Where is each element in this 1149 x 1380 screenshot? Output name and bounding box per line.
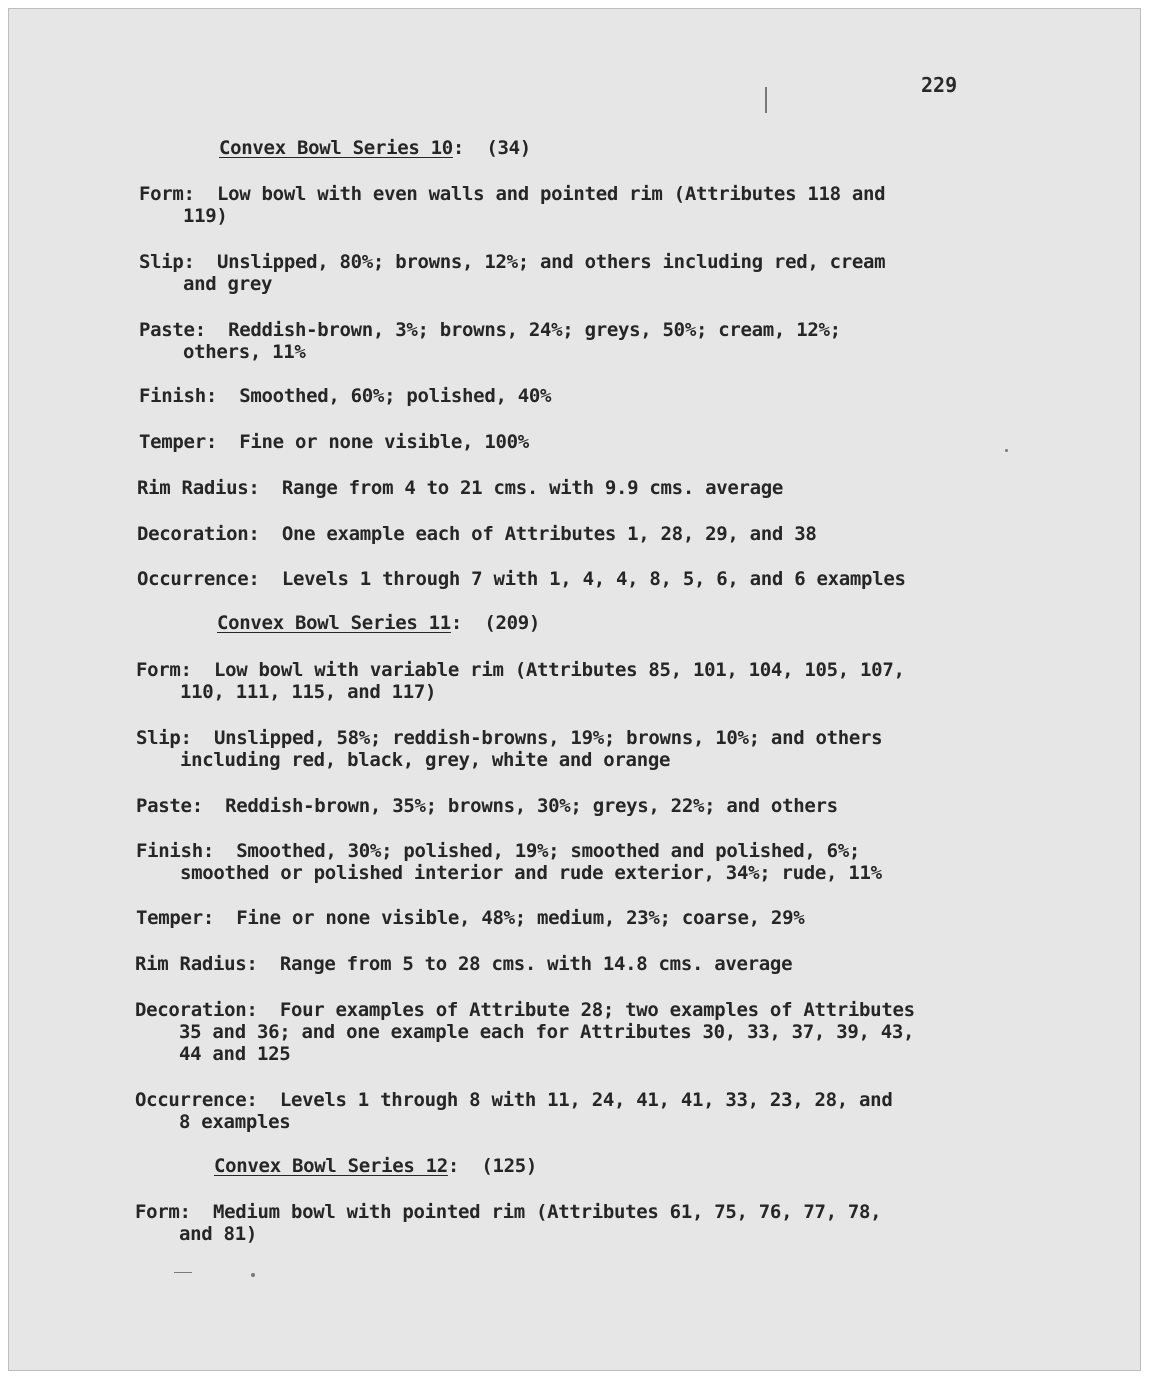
entry-text: Low bowl with variable rim (Attributes 85, 101, 104, 105, 107, (213, 659, 905, 681)
series-heading: Convex Bowl Series 11: (209) (217, 612, 541, 634)
entry-text: One example each of Attributes 1, 28, 29, and 38 (281, 523, 817, 545)
entry-temper (139, 431, 529, 453)
entry-paste (139, 319, 841, 363)
entry-text: Unslipped, 80%; browns, 12%; and others including red, cream (216, 251, 886, 273)
entry-text: smoothed or polished interior and rude exterior, 34%; rude, 11% (180, 862, 882, 884)
entry-text: including red, black, grey, white and orange (180, 749, 671, 771)
entry-text: 119) (183, 205, 228, 227)
series-count: (209) (484, 612, 541, 634)
entry-occurrence (135, 1089, 892, 1133)
entry-text: and 81) (179, 1223, 257, 1245)
entry-rim-radius (137, 477, 783, 499)
scan-speck (765, 87, 767, 113)
series-title: Convex Bowl Series 10 (219, 137, 453, 159)
entry-label: Decoration: (135, 999, 258, 1021)
series-heading: Convex Bowl Series 10: (34) (219, 137, 531, 159)
entry-label: Paste: (139, 319, 206, 341)
entry-text: Medium bowl with pointed rim (Attributes 61, 75, 76, 77, 78, (212, 1201, 882, 1223)
entry-form (135, 1201, 881, 1245)
entry-text: Reddish-brown, 3%; browns, 24%; greys, 50%; cream, 12%; (228, 319, 841, 341)
series-heading: Convex Bowl Series 12: (125) (214, 1155, 538, 1177)
scan-speck (251, 1273, 255, 1277)
entry-label: Occurrence: (135, 1089, 258, 1111)
entry-text: Fine or none visible, 100% (239, 431, 529, 453)
entry-text: 35 and 36; and one example each for Attributes 30, 33, 37, 39, 43, (179, 1021, 915, 1043)
entry-label: Form: (139, 183, 195, 205)
scan-speck (174, 1272, 192, 1273)
entry-text: Range from 5 to 28 cms. with 14.8 cms. average (279, 953, 793, 975)
entry-text: Levels 1 through 8 with 11, 24, 41, 41, 33, 23, 28, and (279, 1089, 893, 1111)
document-page (8, 8, 1141, 1371)
entry-label: Rim Radius: (135, 953, 258, 975)
entry-label: Decoration: (137, 523, 260, 545)
entry-text: Smoothed, 60%; polished, 40% (239, 385, 552, 407)
entry-text: Four examples of Attribute 28; two examples of Attributes (279, 999, 915, 1021)
series-count: (34) (486, 137, 531, 159)
entry-text: others, 11% (183, 341, 306, 363)
series-title: Convex Bowl Series 12 (214, 1155, 448, 1177)
entry-label: Temper: (136, 907, 214, 929)
entry-label: Finish: (136, 840, 214, 862)
entry-text: Range from 4 to 21 cms. with 9.9 cms. average (281, 477, 784, 499)
entry-paste (136, 795, 838, 817)
entry-label: Finish: (139, 385, 217, 407)
entry-rim-radius (135, 953, 792, 975)
entry-label: Slip: (136, 727, 192, 749)
series-title: Convex Bowl Series 11 (217, 612, 451, 634)
series-count: (125) (481, 1155, 538, 1177)
entry-text: Unslipped, 58%; reddish-browns, 19%; browns, 10%; and others (213, 727, 883, 749)
entry-label: Occurrence: (137, 568, 260, 590)
entry-decoration (137, 523, 816, 545)
entry-label: Form: (136, 659, 192, 681)
entry-label: Slip: (139, 251, 195, 273)
page-number: 229 (921, 73, 958, 97)
entry-text: 8 examples (179, 1111, 291, 1133)
entry-text: 110, 111, 115, and 117) (180, 681, 437, 703)
entry-text: and grey (183, 273, 273, 295)
entry-label: Rim Radius: (137, 477, 260, 499)
entry-finish (136, 840, 882, 884)
entry-temper (136, 907, 804, 929)
entry-decoration (135, 999, 915, 1065)
entry-text: Fine or none visible, 48%; medium, 23%; coarse, 29% (236, 907, 805, 929)
entry-form (139, 183, 885, 227)
entry-form (136, 659, 905, 703)
entry-label: Form: (135, 1201, 191, 1223)
entry-label: Paste: (136, 795, 203, 817)
entry-text: Levels 1 through 7 with 1, 4, 4, 8, 5, 6, and 6 examples (281, 568, 906, 590)
entry-finish (139, 385, 551, 407)
entry-text: Reddish-brown, 35%; browns, 30%; greys, 22%; and others (225, 795, 838, 817)
entry-text: Smoothed, 30%; polished, 19%; smoothed and polished, 6%; (236, 840, 861, 862)
entry-occurrence (137, 568, 906, 590)
entry-text: 44 and 125 (179, 1043, 291, 1065)
entry-label: Temper: (139, 431, 217, 453)
scan-speck (1005, 449, 1008, 452)
entry-text: Low bowl with even walls and pointed rim (Attributes 118 and (216, 183, 886, 205)
entry-slip (136, 727, 882, 771)
entry-slip (139, 251, 885, 295)
